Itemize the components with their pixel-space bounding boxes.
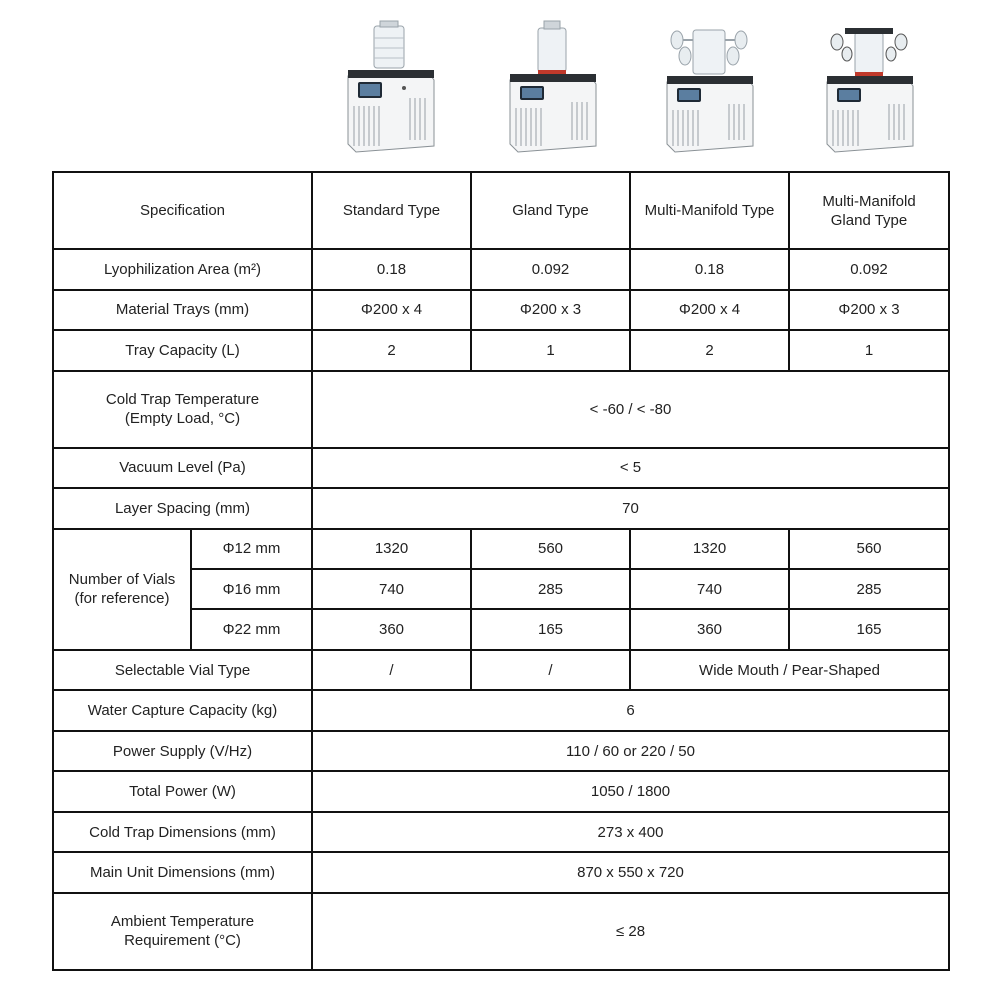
- vial-size-label: Φ22 mm: [191, 609, 312, 649]
- cell-value: 560: [471, 529, 630, 569]
- cell-value: 165: [789, 609, 949, 649]
- cell-value-merged: 70: [312, 488, 949, 528]
- product-images-row: [0, 0, 1000, 170]
- cell-value-merged: ≤ 28: [312, 893, 949, 970]
- cell-value: 360: [630, 609, 789, 649]
- cell-value: 1320: [630, 529, 789, 569]
- table-row: [53, 371, 949, 448]
- table-row: [53, 529, 949, 569]
- cell-value: Φ200 x 4: [630, 290, 789, 330]
- header-specification: Specification: [53, 172, 312, 249]
- row-label-vials: Number of Vials (for reference): [53, 529, 191, 650]
- table-row: [53, 330, 949, 370]
- row-label: Material Trays (mm): [53, 290, 312, 330]
- row-label: Water Capture Capacity (kg): [53, 690, 312, 730]
- cell-value: /: [312, 650, 471, 690]
- row-label: Lyophilization Area (m²): [53, 249, 312, 289]
- row-label: Vacuum Level (Pa): [53, 448, 312, 488]
- row-label: Power Supply (V/Hz): [53, 731, 312, 771]
- standard-type-product-image: [336, 18, 446, 158]
- table-row: [53, 771, 949, 811]
- row-label: Layer Spacing (mm): [53, 488, 312, 528]
- cell-value: Φ200 x 4: [312, 290, 471, 330]
- cell-value: Φ200 x 3: [471, 290, 630, 330]
- header-multi-manifold-gland-type: Multi-Manifold Gland Type: [789, 172, 949, 249]
- table-row: [53, 448, 949, 488]
- row-label: Cold Trap Dimensions (mm): [53, 812, 312, 852]
- table-row: [53, 812, 949, 852]
- table-row: [53, 893, 949, 970]
- table-row: [53, 852, 949, 892]
- cell-value-merged: 6: [312, 690, 949, 730]
- row-label: Ambient Temperature Requirement (°C): [53, 893, 312, 970]
- table-row: [53, 488, 949, 528]
- table-row: [53, 731, 949, 771]
- row-label: Tray Capacity (L): [53, 330, 312, 370]
- cell-value-merged: 273 x 400: [312, 812, 949, 852]
- cell-value-merged: 870 x 550 x 720: [312, 852, 949, 892]
- cell-value: /: [471, 650, 630, 690]
- table-header-row: [53, 172, 949, 249]
- cell-value-merged: < 5: [312, 448, 949, 488]
- cell-value: 740: [630, 569, 789, 609]
- header-gland-type: Gland Type: [471, 172, 630, 249]
- row-label: Total Power (W): [53, 771, 312, 811]
- cell-value-merged: < -60 / < -80: [312, 371, 949, 448]
- specification-table: [52, 171, 950, 971]
- cell-value: 740: [312, 569, 471, 609]
- cell-value: Φ200 x 3: [789, 290, 949, 330]
- cell-value: 360: [312, 609, 471, 649]
- cell-value-merged: Wide Mouth / Pear-Shaped: [630, 650, 949, 690]
- cell-value: 285: [471, 569, 630, 609]
- cell-value: 2: [630, 330, 789, 370]
- cell-value: 165: [471, 609, 630, 649]
- cell-value: 0.092: [471, 249, 630, 289]
- row-label: Selectable Vial Type: [53, 650, 312, 690]
- cell-value: 1: [789, 330, 949, 370]
- vial-size-label: Φ12 mm: [191, 529, 312, 569]
- header-multi-manifold-type: Multi-Manifold Type: [630, 172, 789, 249]
- table-row: [53, 249, 949, 289]
- cell-value: 0.092: [789, 249, 949, 289]
- cell-value: 560: [789, 529, 949, 569]
- cell-value: 2: [312, 330, 471, 370]
- row-label: Main Unit Dimensions (mm): [53, 852, 312, 892]
- multi-manifold-gland-type-product-image: [815, 18, 925, 158]
- row-label: Cold Trap Temperature (Empty Load, °C): [53, 371, 312, 448]
- cell-value: 285: [789, 569, 949, 609]
- table-row: [53, 290, 949, 330]
- multi-manifold-type-product-image: [655, 18, 765, 158]
- header-standard-type: Standard Type: [312, 172, 471, 249]
- cell-value: 1: [471, 330, 630, 370]
- vial-size-label: Φ16 mm: [191, 569, 312, 609]
- cell-value: 0.18: [312, 249, 471, 289]
- gland-type-product-image: [498, 18, 608, 158]
- cell-value: 1320: [312, 529, 471, 569]
- cell-value-merged: 110 / 60 or 220 / 50: [312, 731, 949, 771]
- table-row: [53, 650, 949, 690]
- cell-value-merged: 1050 / 1800: [312, 771, 949, 811]
- table-row: [53, 690, 949, 730]
- cell-value: 0.18: [630, 249, 789, 289]
